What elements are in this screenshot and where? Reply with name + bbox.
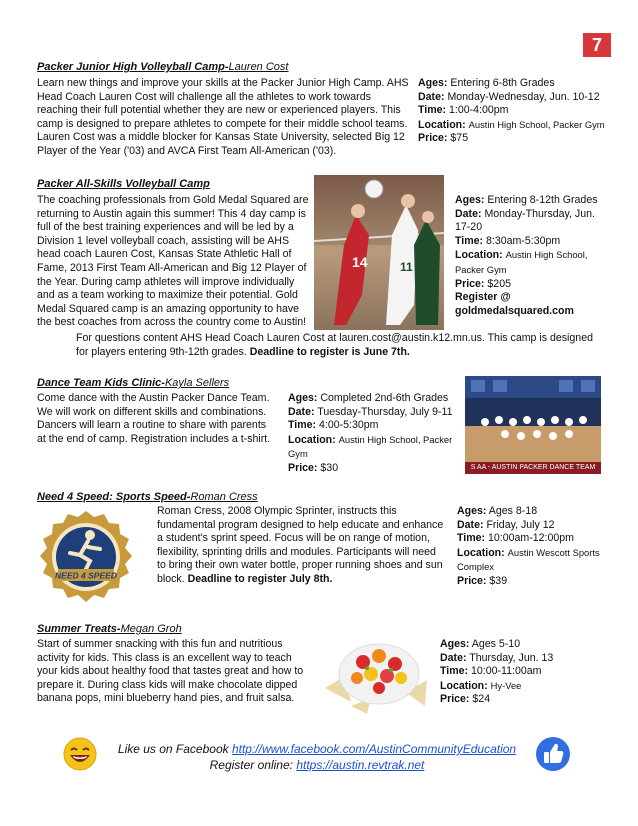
footer-facebook-line [100, 741, 534, 757]
time-label: Time: [455, 234, 484, 247]
description-jh-volleyball: Learn new things and improve your skills at the Packer Junior High Camp. AHS Head Coach Lauren Cost will challenge all the athletes to work towards reaching their full potential whether they are new or experienced players. This camp is designed to prepare athletes to compete for their middle school teams. Lauren Cost was a middle blocker for Kansas State University, selected Big 12 Player of the Year ('03) and AVCA First Team All-American ('03). [37, 77, 409, 157]
note-deadline: Deadline to register is June 7th. [249, 345, 410, 358]
ages-label: Ages: [418, 77, 448, 89]
deadline-text: Deadline to register July 8th. [187, 572, 333, 585]
time-value: 10:00am-12:00pm [488, 532, 574, 545]
location-value: Hy-Vee [490, 679, 522, 691]
description-all-skills: The coaching professionals from Gold Medal Squared are returning to Austin again this summer! This 4 day camp is full of the best training experiences and will be led by a Division 1 level volleyball coach, assisting will be AHS head coach Lauren Cost, Kansas State Athletic Hall of Fame, 2013 First Team All-American and Big 12 Player of the Year. During camp athletes will improve individually and as a team working to maximize their potential. Gold Medal Squared camp is an amazing opportunity to have the best coaches from across the country come to Austin! [37, 194, 309, 329]
footer-register-line [100, 757, 534, 773]
price-label: Price: [288, 461, 318, 474]
dance-photo-caption: S AA - AUSTIN PACKER DANCE TEAM [465, 462, 601, 474]
location-label: Location: [457, 546, 505, 559]
note-all-skills [76, 332, 606, 359]
location-label: Location: [440, 679, 488, 692]
info-dance [288, 392, 460, 476]
ages-value: Entering 8-12th Grades [487, 194, 598, 206]
instructor-name: Kayla Sellers [164, 377, 230, 389]
price-label: Price: [418, 132, 448, 145]
laughing-emoji-icon [62, 736, 98, 772]
info-summer-treats [440, 638, 600, 707]
svg-text:11: 11 [400, 260, 413, 274]
date-label: Date: [455, 207, 482, 220]
info-jh-volleyball [418, 77, 608, 146]
ages-value: Entering 6-8th Grades [450, 77, 555, 89]
note-text: For questions content AHS Head Coach Lauren Cost at lauren.cost@austin.k12.mn.us. This camp is designed for players entering 9th-12th grades. [76, 332, 593, 358]
time-value: 8:30am-5:30pm [486, 234, 561, 247]
price-value: $39 [489, 574, 508, 587]
ages-label: Ages: [457, 505, 487, 517]
time-label: Time: [288, 419, 317, 432]
instructor-name: Megan Groh [120, 623, 182, 635]
price-value: $30 [320, 461, 339, 474]
time-label: Time: [440, 665, 469, 678]
time-label: Time: [418, 104, 447, 117]
section-title-all-skills: Packer All-Skills Volleyball Camp [37, 178, 210, 190]
fruit-salsa-photo [321, 632, 431, 714]
page-number-badge: 7 [583, 33, 611, 57]
register-link-text: Register @ goldmedalsquared.com [455, 291, 574, 317]
ages-value: Completed 2nd-6th Grades [320, 392, 449, 404]
date-value: Monday-Wednesday, Jun. 10-12 [447, 90, 600, 103]
info-all-skills [455, 194, 605, 318]
need4speed-logo [36, 509, 136, 609]
location-label: Location: [288, 433, 336, 446]
location-value: Austin High School, Packer Gym [468, 118, 605, 130]
description-summer-treats: Start of summer snacking with this fun and nutritious activity for kids. This class is an excellent way to teach your kids about healthy food that tastes great and how to prepare it. During class kids will make chocolate dipped banana pops, mini blueberry hand pies, and fruit salsa. [37, 638, 304, 705]
description-dance: Come dance with the Austin Packer Dance Team. We will work on different skills and combinations. Dancers will learn a routine to share with parents at the end of camp. Registration includes a t-shirt. [37, 392, 271, 445]
date-value: Thursday, Jun. 13 [469, 651, 554, 664]
dance-team-photo [465, 376, 601, 474]
location-label: Location: [455, 249, 503, 262]
date-label: Date: [457, 518, 484, 531]
location-label: Location: [418, 118, 466, 131]
time-value: 10:00-11:00am [471, 665, 542, 678]
section-title-text: Dance Team Kids Clinic- [37, 377, 165, 389]
price-label: Price: [455, 277, 485, 290]
ages-label: Ages: [288, 392, 318, 404]
facebook-link[interactable]: http://www.facebook.com/AustinCommunityEducation [231, 742, 517, 756]
section-title-text: Packer Junior High Volleyball Camp- [37, 61, 229, 73]
price-value: $24 [472, 693, 491, 706]
description-text: Roman Cress, 2008 Olympic Sprinter, instructs this fundamental program designed to help educate and enhance a student's sprint speed. Focus will be on range of motion, flexibility, sprinting drills and modules. Participants will need to bring their own water bottle, proper running shoes and sun block. [157, 505, 444, 585]
price-label: Price: [440, 693, 470, 706]
location-value: Austin High School, Packer Gym [455, 249, 588, 275]
logo-text: NEED 4 SPEED [55, 570, 117, 581]
price-value: $205 [487, 277, 511, 290]
date-label: Date: [418, 90, 445, 103]
section-title-text: Need 4 Speed: Sports Speed- [37, 491, 191, 503]
ages-value: Ages 8-18 [488, 505, 538, 517]
time-label: Time: [457, 532, 486, 545]
section-title-need4speed [37, 491, 258, 505]
date-value: Friday, July 12 [486, 518, 555, 531]
time-value: 1:00-4:00pm [449, 104, 509, 117]
register-link[interactable]: https://austin.revtrak.net [296, 758, 425, 772]
location-value: Austin High School, Packer Gym [288, 433, 453, 460]
description-need4speed [157, 505, 447, 587]
ages-label: Ages: [440, 638, 470, 650]
date-value: Tuesday-Thursday, July 9-11 [317, 405, 453, 418]
ages-value: Ages 5-10 [471, 638, 521, 650]
svg-text:14: 14 [352, 254, 368, 270]
info-need4speed [457, 505, 607, 589]
date-label: Date: [440, 651, 467, 664]
price-label: Price: [457, 574, 487, 587]
volleyball-photo [314, 175, 444, 330]
date-label: Date: [288, 405, 315, 418]
location-value: Austin Wescott Sports Complex [457, 546, 600, 573]
time-value: 4:00-5:30pm [319, 419, 379, 432]
date-value: Monday-Thursday, Jun. 17-20 [455, 207, 595, 234]
register-prefix: Register online: [209, 758, 297, 772]
section-title-dance [37, 377, 229, 391]
section-title-summer-treats [37, 623, 182, 637]
section-title-text: Summer Treats- [37, 623, 121, 635]
instructor-name: Lauren Cost [228, 61, 289, 73]
thumbs-up-like-icon [535, 736, 571, 772]
instructor-name: Roman Cress [190, 491, 258, 503]
ages-label: Ages: [455, 194, 485, 206]
facebook-prefix: Like us on Facebook [117, 742, 232, 756]
section-title-jh-volleyball [37, 61, 288, 75]
price-value: $75 [450, 132, 469, 145]
